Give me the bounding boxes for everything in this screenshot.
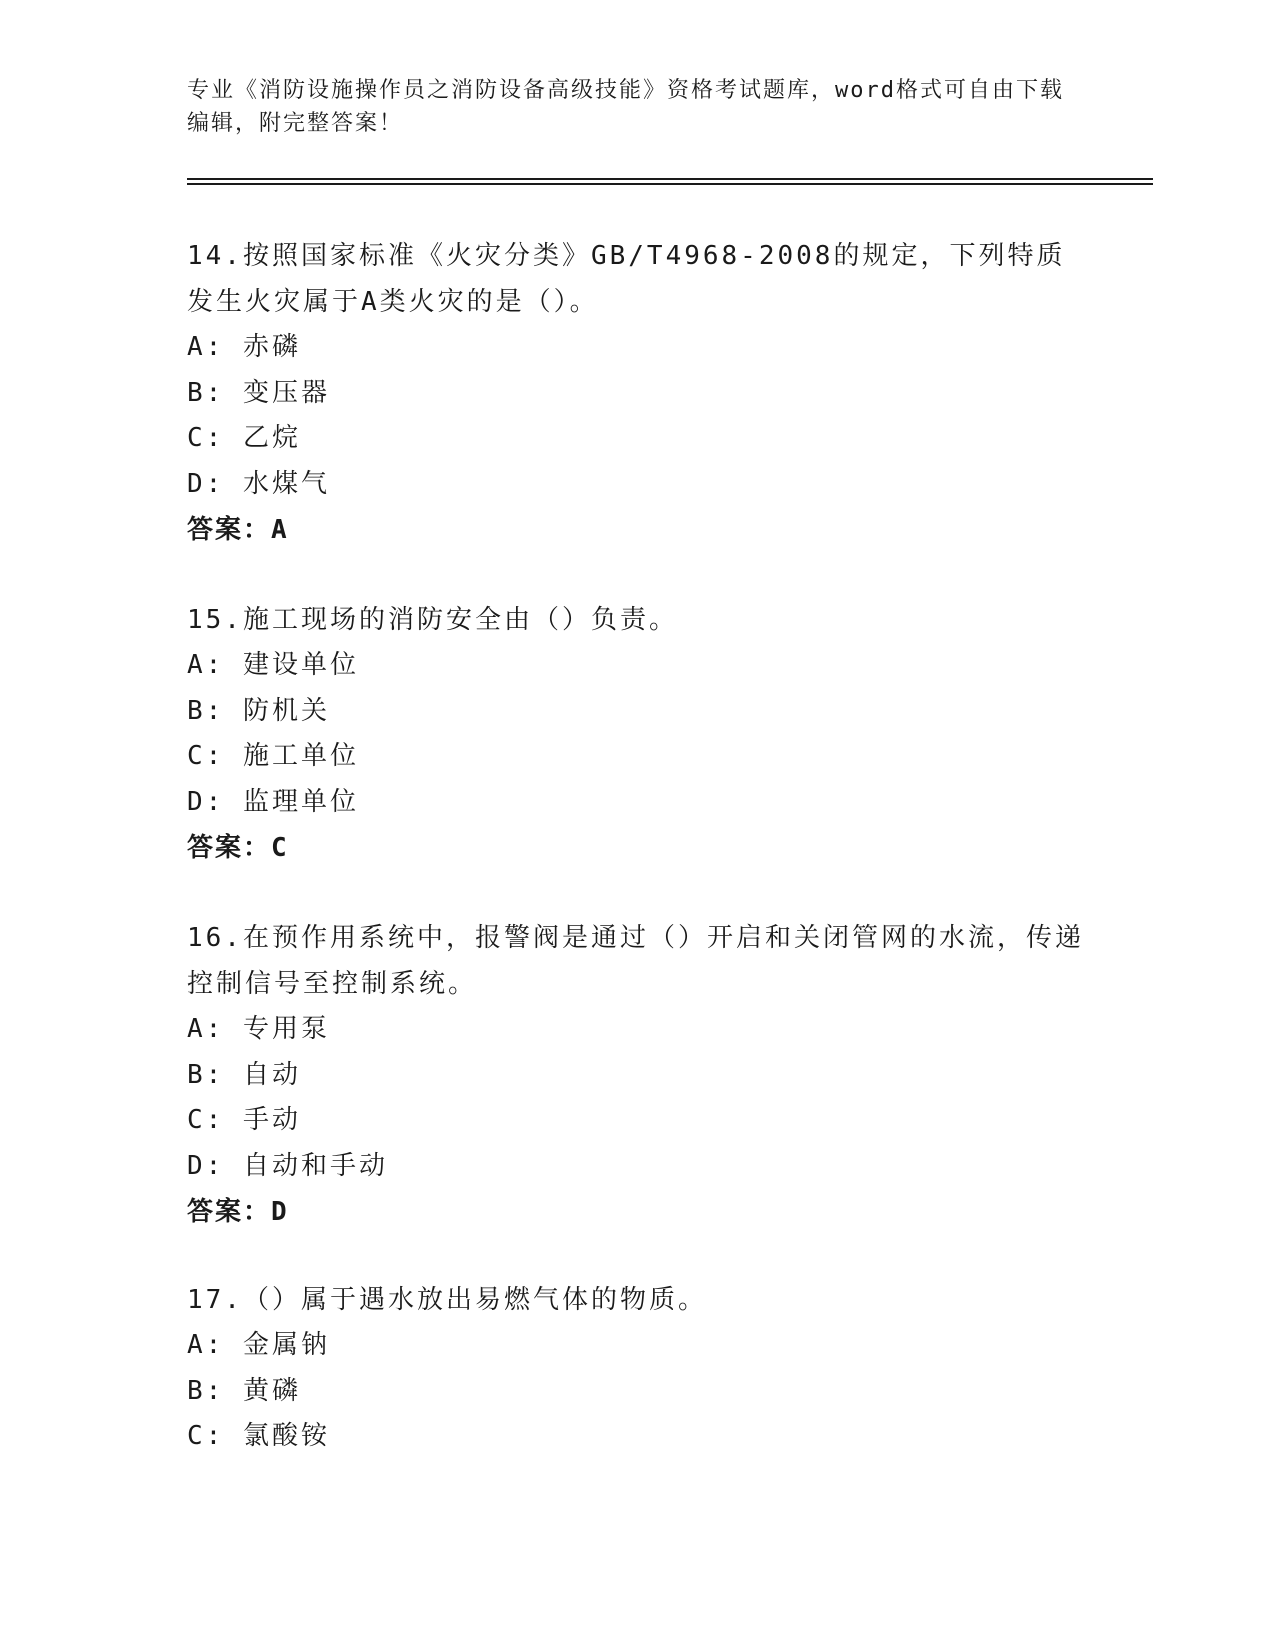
option-d: D: 自动和手动: [187, 1150, 388, 1181]
option-a: A: 金属钠: [187, 1330, 330, 1360]
option-b: B: 防机关: [187, 695, 330, 726]
question-16: [187, 915, 1087, 1235]
option-c: C: 施工单位: [187, 741, 359, 771]
question-stem: 16.在预作用系统中，报警阀是通过（）开启和关闭管网的水流，传递控制信号至控制系统。: [187, 923, 1084, 999]
question-stem: 14.按照国家标准《火灾分类》GB/T4968-2008的规定，下列特质发生火灾属于A类火灾的是（）。: [187, 241, 1066, 317]
answer: 答案：A: [187, 515, 289, 545]
option-a: A: 赤磷: [187, 332, 301, 362]
option-c: C: 乙烷: [187, 423, 301, 453]
question-stem: 17.（）属于遇水放出易燃气体的物质。: [187, 1285, 707, 1315]
option-a: A: 专用泵: [187, 1014, 330, 1044]
option-b: B: 黄磷: [187, 1375, 301, 1406]
option-a: A: 建设单位: [187, 650, 359, 680]
question-15: [187, 597, 1087, 871]
answer: 答案：D: [187, 1197, 289, 1227]
option-b: B: 自动: [187, 1059, 301, 1090]
option-d: D: 水煤气: [187, 468, 330, 499]
question-stem: 15.施工现场的消防安全由（）负责。: [187, 605, 678, 635]
question-14: [187, 233, 1087, 553]
header-divider-bottom: [187, 183, 1153, 185]
option-c: C: 氯酸铵: [187, 1421, 330, 1451]
option-c: C: 手动: [187, 1105, 301, 1135]
answer: 答案：C: [187, 833, 289, 863]
header-intro: 专业《消防设施操作员之消防设备高级技能》资格考试题库，word格式可自由下载编辑，附完整答案！: [187, 78, 1064, 136]
header-divider-top: [187, 178, 1153, 180]
question-17: [187, 1277, 1087, 1460]
option-b: B: 变压器: [187, 377, 330, 408]
option-d: D: 监理单位: [187, 786, 359, 817]
